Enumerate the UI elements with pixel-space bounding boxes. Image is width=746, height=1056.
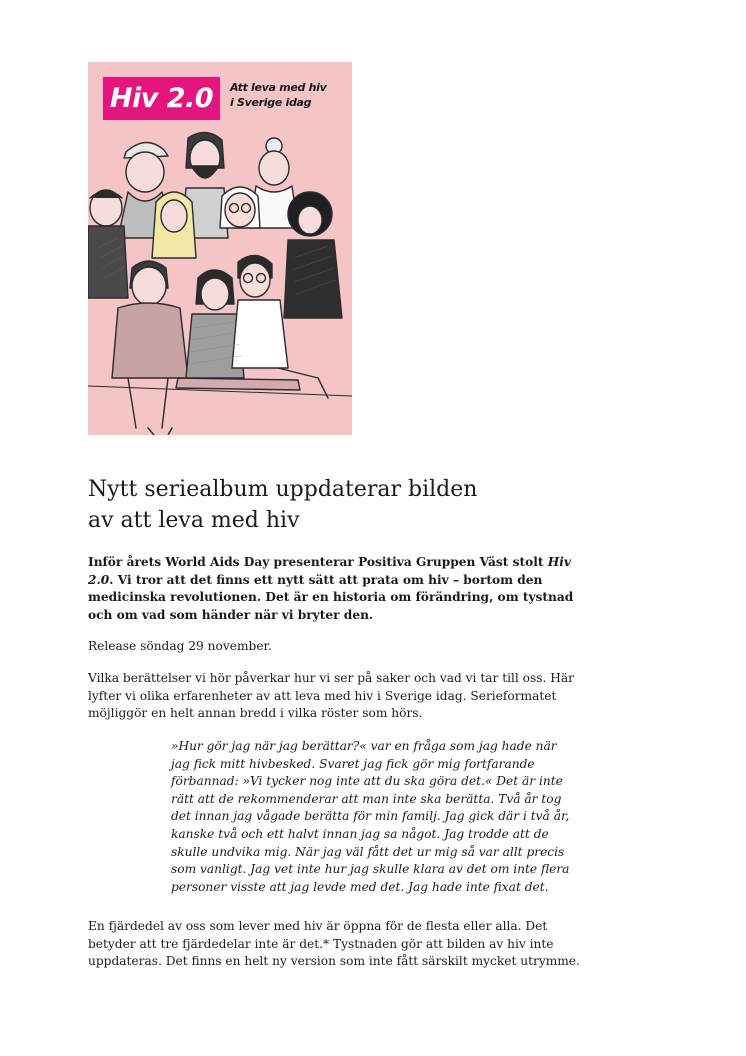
- article-headline: [88, 474, 628, 536]
- cover-subtitle: [230, 80, 345, 110]
- release-date: Release söndag 29 november.: [88, 639, 272, 653]
- cover-subtitle-line: Att leva med hiv: [230, 81, 327, 94]
- person-glasses-woman: [220, 187, 260, 228]
- album-title-italic: Hiv 2.0: [88, 555, 571, 587]
- person-blonde-woman: [152, 192, 196, 258]
- headline-line: av att leva med hiv: [88, 508, 300, 533]
- lead-paragraph: [88, 554, 588, 624]
- person-curly-woman: [284, 192, 342, 318]
- lead-text: . Vi tror att det finns ett nytt sätt att prata om hiv – bortom den medicinska revolutionen. Det är en historia om förändring, om tystnad och om vad som händer när vi bryter den.: [88, 572, 574, 622]
- cover-title-badge: Hiv 2.0: [103, 77, 220, 120]
- lead-text: Inför årets World Aids Day presenterar Positiva Gruppen Väst stolt: [88, 555, 548, 569]
- group-illustration: [88, 128, 352, 435]
- body-paragraph: Vilka berättelser vi hör påverkar hur vi ser på saker och vad vi tar till oss. Här lyfter vi olika erfarenheter av att leva med hiv i Sverige idag. Serieformatet möjliggör en helt annan bredd i vilka röster som hörs.: [88, 671, 574, 721]
- headline-line: Nytt seriealbum uppdaterar bilden: [88, 477, 478, 502]
- album-cover-image: [88, 62, 352, 435]
- cover-subtitle-line: i Sverige idag: [230, 96, 312, 109]
- person-left-man: [88, 190, 128, 298]
- body-paragraph: En fjärdedel av oss som lever med hiv är öppna för de flesta eller alla. Det betyder att tre fjärdedelar inte är det.* Tystnaden gör att bilden av hiv inte uppdateras. Det finns en helt ny version som inte fått särskilt mycket utrymme.: [88, 919, 580, 969]
- testimonial-quote: »Hur gör jag när jag berättar?« var en fråga som jag hade när jag fick mitt hivbesked. Svaret jag fick gör mig fortfarande förbannad: »Vi tycker nog inte att du ska göra det.« Det är inte rätt att de rekommenderar att man inte ska berätta. Två år tog det innan jag vågade berätta för min familj. Jag gick där i två år, kanske två och ett halvt innan jag sa något. Jag trodde att de skulle undvika mig. När jag väl fått det ur mig så var allt precis som vanligt. Jag vet inte hur jag skulle klara av det om inte flera personer visste att jag levde med det. Jag hade inte fixat det.: [171, 739, 570, 894]
